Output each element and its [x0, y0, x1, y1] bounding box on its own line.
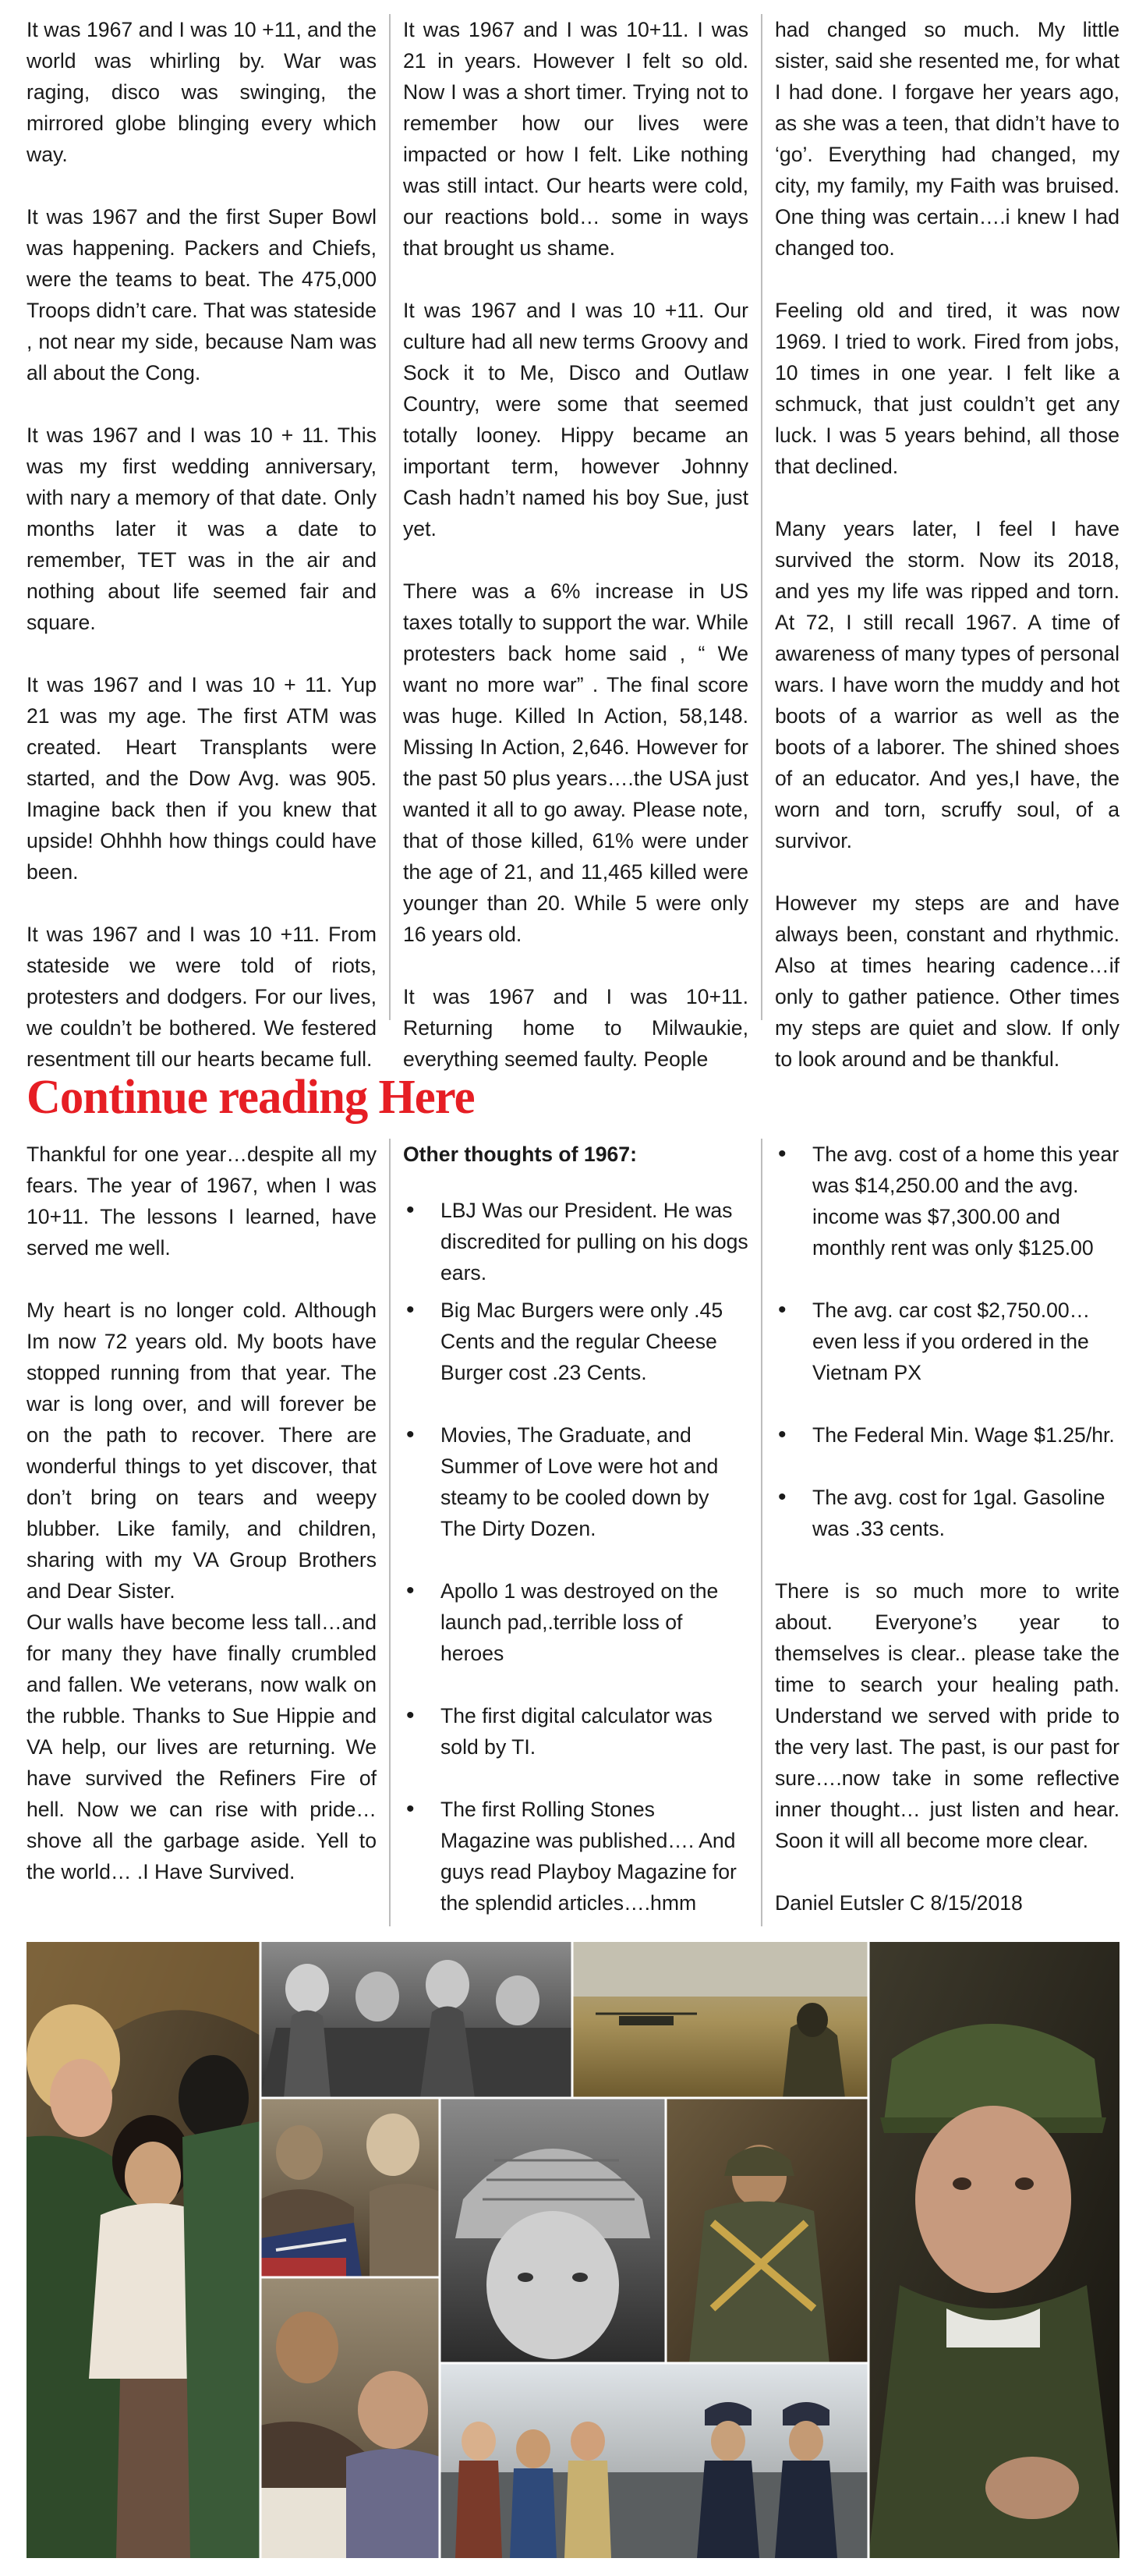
list-item: • The avg. cost of a home this year was $14,250.00 and the avg. income was $7,300.00 and monthly rent was only $125.00: [775, 1139, 1119, 1263]
photo-protest-police: [440, 2363, 868, 2558]
article-column-1: [27, 1139, 389, 1926]
article-section-1: [27, 14, 1119, 1071]
list-item: • Big Mac Burgers were only .45 Cents and the regular Cheese Burger cost .23 Cents.: [403, 1295, 748, 1388]
paragraph: Our walls have become less tall…and for many they have finally crumbled and fallen. We veterans, now walk on the rubble. Thanks to Sue Hippie and VA help, our lives are returning. We have survived the Refiners Fire of hell. Now we can rise with pride…shove all the garbage aside. Yell to the world… .I Have Survived.: [27, 1610, 377, 1883]
collage-svg: [27, 1942, 1119, 2558]
list-item: • The avg. car cost $2,750.00…even less if you ordered in the Vietnam PX: [775, 1295, 1119, 1388]
paragraph: It was 1967 and the first Super Bowl was happening. Packers and Chiefs, were the teams to beat. The 475,000 Troops didn’t care. That was stateside , not near my side, because Nam was all about the Cong.: [27, 205, 377, 384]
photo-helmet-graffiti: [440, 2098, 666, 2363]
article-column-1: [27, 14, 389, 1071]
list-item: • The first Rolling Stones Magazine was published…. And guys read Playboy Magazine for the splendid articles….hmm: [403, 1794, 748, 1919]
thoughts-list: [403, 1195, 748, 1919]
photo-flag-ceremony: [260, 2098, 440, 2277]
article-column-2: [389, 1139, 762, 1926]
paragraph: Feeling old and tired, it was now 1969. I tried to work. Fired from jobs, 10 times in one year. I felt like a schmuck, that just couldn’t get any luck. I was 5 years behind, all those that declined.: [775, 299, 1119, 478]
paragraph: Thankful for one year…despite all my fears. The year of 1967, when I was 10+11. The lessons I learned, have served me well.: [27, 1143, 377, 1260]
paragraph: It was 1967 and I was 10 + 11. Yup 21 was my age. The first ATM was created. Heart Transplants were started, and the Dow Avg. was 905. Imagine back then if you knew that upside! Ohhhh how things could have been.: [27, 673, 377, 884]
paragraph: It was 1967 and I was 10 +11. From stateside we were told of riots, protesters and dodgers. For our lives, we couldn’t be bothered. We festered resentment till our hearts became full.: [27, 923, 377, 1071]
photo-soldiers-group: [260, 1942, 572, 2098]
photo-soldier-ammo: [666, 2098, 868, 2363]
costs-list: [775, 1139, 1119, 1544]
paragraph: It was 1967 and I was 10+11. I was 21 in years. However I felt so old. Now I was a short timer. Trying not to remember how our lives were impacted or how I felt. Like nothing was still intact. Our hearts were cold, our reactions bold… some in ways that brought us shame.: [403, 18, 748, 260]
photo-nurse-child: [27, 1942, 260, 2558]
list-item: • The first digital calculator was sold by TI.: [403, 1700, 748, 1763]
photo-collage: [27, 1942, 1119, 2558]
photo-helicopter-field: [572, 1942, 868, 2098]
list-item: • The Federal Min. Wage $1.25/hr.: [775, 1419, 1119, 1451]
list-item: • LBJ Was our President. He was discredited for pulling on his dogs ears.: [403, 1195, 748, 1288]
paragraph: It was 1967 and I was 10 +11. Our culture had all new terms Groovy and Sock it to Me, Disco and Outlaw Country, were some that seemed totally looney. Hippy became an important term, however Johnny Cash hadn’t named his boy Sue, just yet.: [403, 299, 748, 540]
continue-reading-headline: Continue reading Here: [27, 1071, 475, 1124]
paragraph: had changed so much. My little sister, said she resented me, for what I had done. I forgave her years ago, as she was a teen, that didn’t have to ‘go’. Everything had changed, my city, my family, my Faith was bruised. One thing was certain….i knew I had changed too.: [775, 18, 1119, 260]
article-column-3: [762, 14, 1119, 1071]
article-column-3: [762, 1139, 1119, 1926]
paragraph: My heart is no longer cold. Although Im now 72 years old. My boots have stopped running from that year. The war is long over, and will forever be on the path to recover. There are wonderful things to yet discover, that don’t bring on tears and weepy blubber. Like family, and children, sharing with my VA Group Brothers and Dear Sister.: [27, 1299, 377, 1603]
paragraph: However my steps are and have always been, constant and rhythmic. Also at times hearing cadence…if only to gather patience. Other times my steps are quiet and slow. If only to look around and be thankful.: [775, 891, 1119, 1071]
list-item: • Movies, The Graduate, and Summer of Love were hot and steamy to be cooled down by The Dirty Dozen.: [403, 1419, 748, 1544]
photo-soldier-portrait: [868, 1942, 1119, 2558]
list-item: • The avg. cost for 1gal. Gasoline was .33 cents.: [775, 1482, 1119, 1544]
paragraph: There was a 6% increase in US taxes totally to support the war. While protesters back home said , “ We want no more war” . The final score was huge. Killed In Action, 58,148. Missing In Action, 2,646. However for the past 50 plus years….the USA just wanted it all to go away. Please note, that of those killed, 61% were under the age of 21, and 11,465 killed were younger than 20. While 5 were only 16 years old.: [403, 579, 748, 946]
list-item: • Apollo 1 was destroyed on the launch pad,.terrible loss of heroes: [403, 1575, 748, 1669]
closing-paragraph: There is so much more to write about. Everyone’s year to themselves is clear.. please take the time to search your healing path. Understand we served with pride to the very last. The past, is our past for sure….now take in some reflective inner thought… just listen and hear. Soon it will all become more clear.: [775, 1579, 1119, 1852]
paragraph: It was 1967 and I was 10 +11, and the world was whirling by. War was raging, disco was swinging, the mirrored globe blinging every which way.: [27, 18, 377, 166]
article-column-2: [389, 14, 762, 1071]
other-thoughts-heading: Other thoughts of 1967:: [403, 1143, 637, 1166]
signature: Daniel Eutsler C 8/15/2018: [775, 1891, 1023, 1915]
paragraph: Many years later, I feel I have survived the storm. Now its 2018, and yes my life was ripped and torn. At 72, I still recall 1967. A time of awareness of many types of personal wars. I have worn the muddy and hot boots of a warrior as well as the boots of a laborer. The shined shoes of an educator. And yes,I have, the worn and torn, scruffy soul, of a survivor.: [775, 517, 1119, 852]
paragraph: It was 1967 and I was 10+11. Returning home to Milwaukie, everything seemed faulty. People: [403, 985, 748, 1071]
paragraph: It was 1967 and I was 10 + 11. This was my first wedding anniversary, with nary a memory of that date. Only months later it was a date to remember, TET was in the air and nothing about life seemed fair and square.: [27, 423, 377, 634]
photo-hospital-visit: [260, 2277, 440, 2558]
article-section-2: [27, 1139, 1119, 1926]
